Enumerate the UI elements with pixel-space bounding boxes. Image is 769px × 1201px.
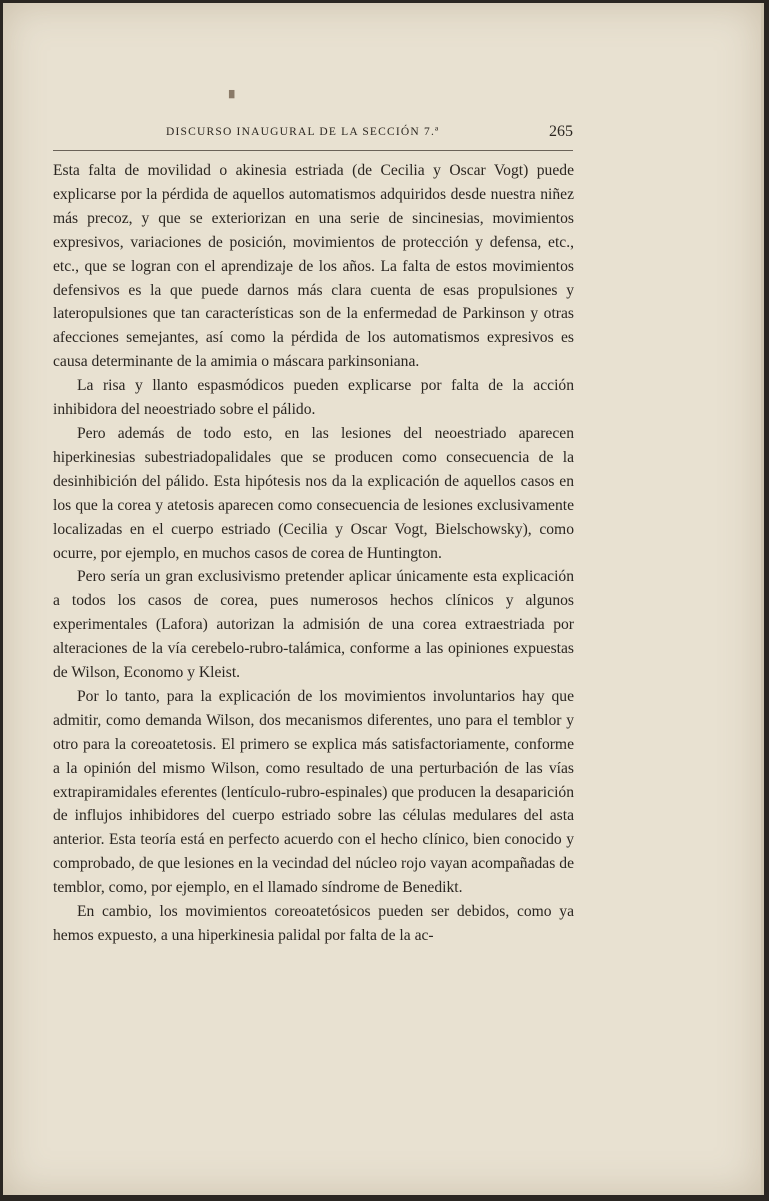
- ink-speck: ▘: [229, 91, 240, 107]
- paragraph: Pero sería un gran exclusivismo pretender aplicar únicamente esta explicación a todos los casos de corea, pues numerosos hechos clínicos y algunos experimentales (Lafora) autorizan la admisión de una corea extraestriada por alteraciones de la vía cerebelo-rubro-talámica, conforme a las opiniones expuestas de Wilson, Economo y Kleist.: [53, 568, 574, 682]
- book-page: [3, 3, 764, 1195]
- page-number: 265: [549, 123, 573, 140]
- paragraph: Pero además de todo esto, en las lesiones del neoestriado aparecen hiperkinesias subestriadopalidales que se producen como consecuencia de la desinhibición del pálido. Esta hipótesis nos da la explicación de aquellos casos en los que la corea y atetosis aparecen como consecuencia de lesiones exclusivamente localizadas en el cuerpo estriado (Cecilia y Oscar Vogt, Bielschowsky), como ocurre, por ejemplo, en muchos casos de corea de Huntington.: [53, 424, 574, 562]
- paragraph: Esta falta de movilidad o akinesia estriada (de Cecilia y Oscar Vogt) puede explicarse por la pérdida de aquellos automatismos adquiridos desde nuestra niñez más precoz, y que se exteriorizan en una serie de sincinesias, movimientos expresivos, variaciones de posición, movimientos de protección y defensa, etc., etc., que se logran con el aprendizaje de los años. La falta de estos movimientos defensivos es la que puede darnos más clara cuenta de esas propulsiones y lateropulsiones que tan características son de la enfermedad de Parkinson y otras afecciones semejantes, así como la pérdida de los automatismos expresivos es causa determinante de la amimia o máscara parkinsoniana.: [53, 162, 574, 371]
- paragraph: Por lo tanto, para la explicación de los movimientos involuntarios hay que admitir, como demanda Wilson, dos mecanismos diferentes, uno para el temblor y otro para la coreoatetosis. El primero se explica más satisfactoriamente, conforme a la opinión del mismo Wilson, como resultado de una perturbación de las vías extrapiramidales eferentes (lentículo-rubro-espinales) que producen la desaparición de influjos inhibidores del cuerpo estriado sobre las células medulares del asta anterior. Esta teoría está en perfecto acuerdo con el hecho clínico, bien conocido y comprobado, de que lesiones en la vecindad del núcleo rojo vayan acompañadas de temblor, como, por ejemplo, en el llamado síndrome de Benedikt.: [53, 687, 574, 897]
- page-header: [53, 121, 573, 151]
- running-title: DISCURSO INAUGURAL DE LA SECCIÓN 7.ª: [166, 126, 440, 138]
- paragraph: En cambio, los movimientos coreoatetósicos pueden ser debidos, como ya hemos expuesto, a una hiperkinesia palidal por falta de la ac-: [53, 903, 574, 944]
- body-text: [53, 159, 574, 948]
- header-rule: [53, 150, 573, 151]
- paragraph: La risa y llanto espasmódicos pueden explicarse por falta de la acción inhibidora del neoestriado sobre el pálido.: [53, 377, 574, 419]
